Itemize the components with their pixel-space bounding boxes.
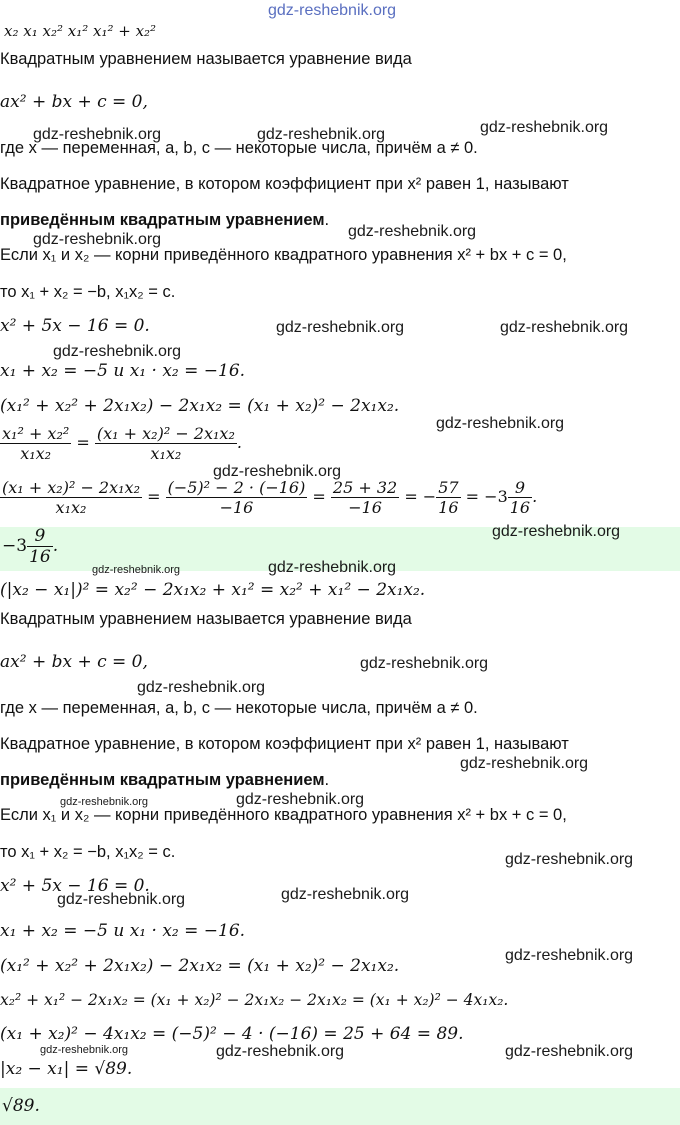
watermark-text: gdz-reshebnik.org bbox=[505, 851, 634, 868]
reduced-definition-intro-2: Квадратное уравнение, в котором коэффициент при x² равен 1, называют bbox=[0, 735, 569, 753]
reduced-definition-term-line-2 bbox=[0, 771, 329, 790]
watermark-text: gdz-reshebnik.org bbox=[276, 319, 405, 336]
answer-bar-2 bbox=[0, 1088, 680, 1125]
watermark-text: gdz-reshebnik.org bbox=[348, 223, 477, 240]
watermark-text: gdz-reshebnik.org bbox=[281, 886, 410, 903]
calc-fraction-4: $\frac{57}{16}$ bbox=[438, 478, 459, 517]
fraction-equality: $\frac{\text{x₁² + x₂²}}{\text{x₁x₂}}$ = $\frac{\text{(x₁ + x₂)² − 2x₁x₂}}{\text{x₁x₂}}$ . bbox=[2, 424, 242, 463]
header-watermark: gdz-reshebnik.org bbox=[268, 2, 397, 19]
reduced-definition-term-line bbox=[0, 211, 329, 230]
vieta-values: x₁ + x₂ = −5 и x₁ · x₂ = −16. bbox=[0, 361, 246, 381]
watermark-text: gdz-reshebnik.org bbox=[137, 679, 266, 696]
calc-fraction-1: $\frac{\text{(x₁ + x₂)² − 2x₁x₂}}{\text{x₁x₂}}$ bbox=[2, 478, 140, 517]
expansion-line: x₂² + x₁² − 2x₁x₂ = (x₁ + x₂)² − 2x₁x₂ − 2x₁x₂ = (x₁ + x₂)² − 4x₁x₂. bbox=[0, 991, 509, 1009]
reduced-term: приведённым квадратным уравнением bbox=[0, 211, 325, 229]
definition-formula-2: ax² + bx + c = 0, bbox=[0, 652, 148, 672]
watermark-text: gdz-reshebnik.org bbox=[480, 119, 609, 136]
watermark-text: gdz-reshebnik.org bbox=[492, 523, 621, 540]
reduced-term-end-2: . bbox=[324, 771, 330, 789]
watermark-text-small: gdz-reshebnik.org bbox=[92, 564, 181, 576]
calc-fraction-2: $\frac{\text{(−5)² − 2 · (−16)}}{-16}$ bbox=[167, 478, 306, 517]
answer-2: √89. bbox=[2, 1096, 40, 1116]
watermark-text: gdz-reshebnik.org bbox=[505, 1043, 634, 1060]
answer-1: −3 $\frac{9}{16}$ . bbox=[2, 526, 59, 567]
fraction-left: $\frac{\text{x₁² + x₂²}}{\text{x₁x₂}}$ bbox=[2, 424, 70, 463]
watermark-text: gdz-reshebnik.org bbox=[500, 319, 629, 336]
watermark-text: gdz-reshebnik.org bbox=[33, 126, 162, 143]
reduced-term-2: приведённым квадратным уравнением bbox=[0, 771, 325, 789]
definition-where: где x — переменная, a, b, c — некоторые числа, причём a ≠ 0. bbox=[0, 139, 478, 157]
answer-1-fraction: $\frac{9}{16}$ bbox=[29, 526, 51, 567]
top-cut-formula-line: x₂ x₁ x₂² x₁² x₁² + x₂² bbox=[4, 22, 157, 36]
watermark-text: gdz-reshebnik.org bbox=[257, 126, 386, 143]
result-line: |x₂ − x₁| = √89. bbox=[0, 1059, 133, 1079]
watermark-text: gdz-reshebnik.org bbox=[460, 755, 589, 772]
vieta-result: то x₁ + x₂ = −b, x₁x₂ = c. bbox=[0, 283, 176, 301]
vieta-values-2: x₁ + x₂ = −5 и x₁ · x₂ = −16. bbox=[0, 921, 246, 941]
vieta-statement: Если x₁ и x₂ — корни приведённого квадратного уравнения x² + bx + c = 0, bbox=[0, 246, 567, 264]
watermark-text: gdz-reshebnik.org bbox=[505, 947, 634, 964]
watermark-text-small: gdz-reshebnik.org bbox=[60, 796, 149, 808]
given-equation: x² + 5x − 16 = 0. bbox=[0, 316, 150, 336]
vieta-result-2: то x₁ + x₂ = −b, x₁x₂ = c. bbox=[0, 843, 176, 861]
watermark-text: gdz-reshebnik.org bbox=[236, 791, 365, 808]
abs-square-identity: (|x₂ − x₁|)² = x₂² − 2x₁x₂ + x₁² = x₂² + x₁² − 2x₁x₂. bbox=[0, 580, 426, 600]
watermark-text: gdz-reshebnik.org bbox=[216, 1043, 345, 1060]
watermark-text: gdz-reshebnik.org bbox=[360, 655, 489, 672]
fraction-right: $\frac{\text{(x₁ + x₂)² − 2x₁x₂}}{\text{x₁x₂}}$ bbox=[96, 424, 235, 463]
calc-fraction-3: $\frac{25 + 32}{-16}$ bbox=[332, 478, 398, 517]
vieta-statement-2: Если x₁ и x₂ — корни приведённого квадратного уравнения x² + bx + c = 0, bbox=[0, 806, 567, 824]
reduced-definition-intro: Квадратное уравнение, в котором коэффициент при x² равен 1, называют bbox=[0, 175, 569, 193]
identity-line-2: (x₁² + x₂² + 2x₁x₂) − 2x₁x₂ = (x₁ + x₂)² − 2x₁x₂. bbox=[0, 956, 400, 976]
calc-mixed-fraction: $\frac{9}{16}$ bbox=[509, 478, 531, 517]
watermark-text: gdz-reshebnik.org bbox=[436, 415, 565, 432]
identity-line: (x₁² + x₂² + 2x₁x₂) − 2x₁x₂ = (x₁ + x₂)² − 2x₁x₂. bbox=[0, 396, 400, 416]
reduced-term-end: . bbox=[324, 211, 330, 229]
definition-where-2: где x — переменная, a, b, c — некоторые числа, причём a ≠ 0. bbox=[0, 699, 478, 717]
definition-intro-2: Квадратным уравнением называется уравнение вида bbox=[0, 610, 412, 628]
definition-intro: Квадратным уравнением называется уравнение вида bbox=[0, 50, 412, 68]
definition-formula: ax² + bx + c = 0, bbox=[0, 92, 148, 112]
watermark-text: gdz-reshebnik.org bbox=[213, 463, 342, 480]
calculation-line: $\frac{\text{(x₁ + x₂)² − 2x₁x₂}}{\text{x₁x₂}}$ = $\frac{\text{(−5)² − 2 · (−16)}}{-16}$ = $\frac{25 + 32}{-16}$ = − $\frac{57}{16}$ = −3 $\frac{9}{16}$ . bbox=[2, 478, 538, 517]
watermark-text-small: gdz-reshebnik.org bbox=[40, 1044, 129, 1056]
watermark-text: gdz-reshebnik.org bbox=[268, 559, 397, 576]
computation-line: (x₁ + x₂)² − 4x₁x₂ = (−5)² − 4 · (−16) = 25 + 64 = 89. bbox=[0, 1024, 464, 1044]
watermark-text: gdz-reshebnik.org bbox=[57, 891, 186, 908]
given-equation-2: x² + 5x − 16 = 0. bbox=[0, 876, 150, 896]
watermark-text: gdz-reshebnik.org bbox=[33, 231, 162, 248]
watermark-text: gdz-reshebnik.org bbox=[53, 343, 182, 360]
